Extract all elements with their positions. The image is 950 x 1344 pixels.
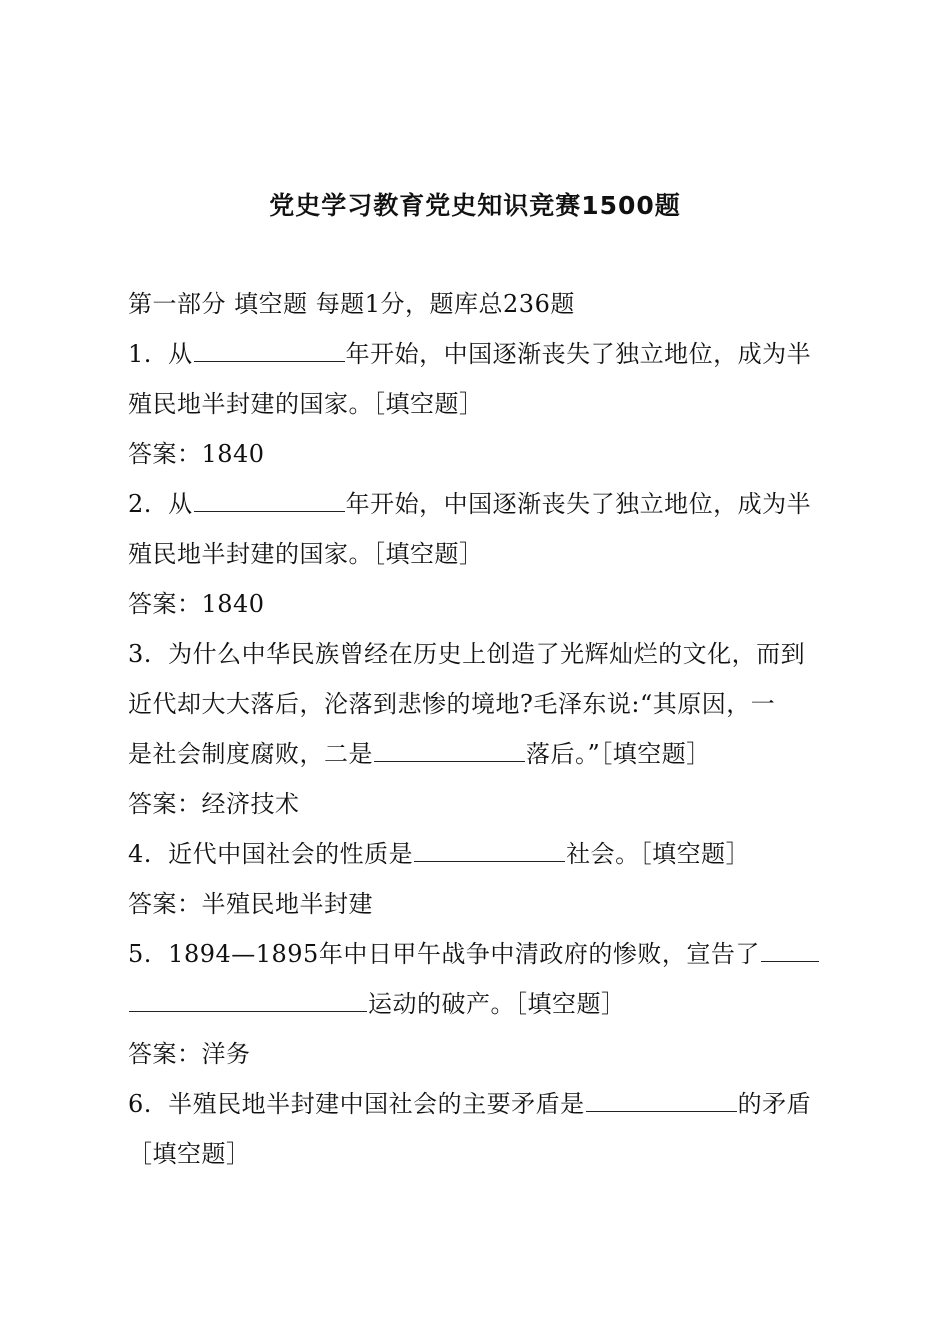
question-2-line-2	[128, 538, 838, 570]
answer-value: 1840	[201, 440, 265, 468]
question-text: 殖民地半封建的国家。	[128, 390, 373, 418]
question-5-line-2	[128, 988, 838, 1020]
answer-label: 答案：	[128, 890, 202, 918]
question-text: 殖民地半封建的国家。	[128, 540, 373, 568]
document-title: 党史学习教育党史知识竞赛1500题	[269, 191, 681, 220]
answer-blank	[761, 939, 819, 962]
question-text: 社会。	[566, 840, 640, 868]
question-type-tag: ［填空题］	[373, 540, 484, 568]
answer-4	[128, 888, 838, 920]
question-3-line-1	[128, 638, 838, 670]
question-number: 2.	[128, 490, 152, 518]
question-3-line-3	[128, 738, 838, 770]
question-1-line-2	[128, 388, 838, 420]
answer-blank	[194, 339, 345, 362]
section-heading: 第一部分 填空题 每题1分，题库总236题	[128, 290, 575, 318]
question-text: 半殖民地半封建中国社会的主要矛盾是	[168, 1090, 585, 1118]
question-text: 落后。”	[526, 740, 601, 768]
answer-label: 答案：	[128, 440, 202, 468]
question-6-line-1	[128, 1088, 838, 1120]
question-text: 近代中国社会的性质是	[168, 840, 414, 868]
question-text: 从	[168, 490, 193, 518]
question-type-tag: ［填空题］	[600, 740, 711, 768]
question-number: 6.	[128, 1090, 152, 1118]
answer-value: 经济技术	[201, 790, 300, 818]
question-type-tag: ［填空题］	[515, 990, 626, 1018]
answer-blank	[129, 989, 367, 1012]
answer-blank	[194, 489, 345, 512]
question-number: 1.	[128, 340, 152, 368]
question-number: 5.	[128, 940, 152, 968]
question-text: 为什么中华民族曾经在历史上创造了光辉灿烂的文化，而到	[168, 640, 806, 668]
answer-blank	[374, 739, 525, 762]
question-6-line-2	[128, 1138, 838, 1170]
question-number: 4.	[128, 840, 152, 868]
answer-blank	[586, 1089, 737, 1112]
question-type-tag: ［填空题］	[373, 390, 484, 418]
answer-2	[128, 588, 838, 620]
question-text: 年开始，中国逐渐丧失了独立地位，成为半	[345, 490, 812, 518]
question-text: 是社会制度腐败，二是	[128, 740, 373, 768]
question-4-line-1	[128, 838, 838, 870]
answer-value: 洋务	[201, 1040, 251, 1068]
question-text: 1894—1895年中日甲午战争中清政府的惨败，宣告了	[168, 940, 760, 968]
answer-value: 半殖民地半封建	[201, 890, 373, 918]
answer-label: 答案：	[128, 1040, 202, 1068]
question-3-line-2	[128, 688, 838, 720]
question-2-line-1	[128, 488, 838, 520]
answer-1	[128, 438, 838, 470]
question-type-tag: ［填空题］	[639, 840, 751, 868]
answer-label: 答案：	[128, 790, 202, 818]
question-type-tag: ［填空题］	[128, 1140, 251, 1168]
question-5-line-1	[128, 938, 838, 970]
question-1-line-1	[128, 338, 838, 370]
answer-blank	[414, 839, 565, 862]
question-text: 运动的破产。	[368, 990, 515, 1018]
answer-5	[128, 1038, 838, 1070]
question-text: 近代却大大落后，沦落到悲惨的境地?毛泽东说:“其原因，一	[128, 690, 776, 718]
answer-label: 答案：	[128, 590, 202, 618]
question-number: 3.	[128, 640, 152, 668]
question-text: 的矛盾	[737, 1090, 812, 1118]
answer-value: 1840	[201, 590, 265, 618]
question-text: 从	[168, 340, 193, 368]
question-text: 年开始，中国逐渐丧失了独立地位，成为半	[345, 340, 812, 368]
answer-3	[128, 788, 838, 820]
